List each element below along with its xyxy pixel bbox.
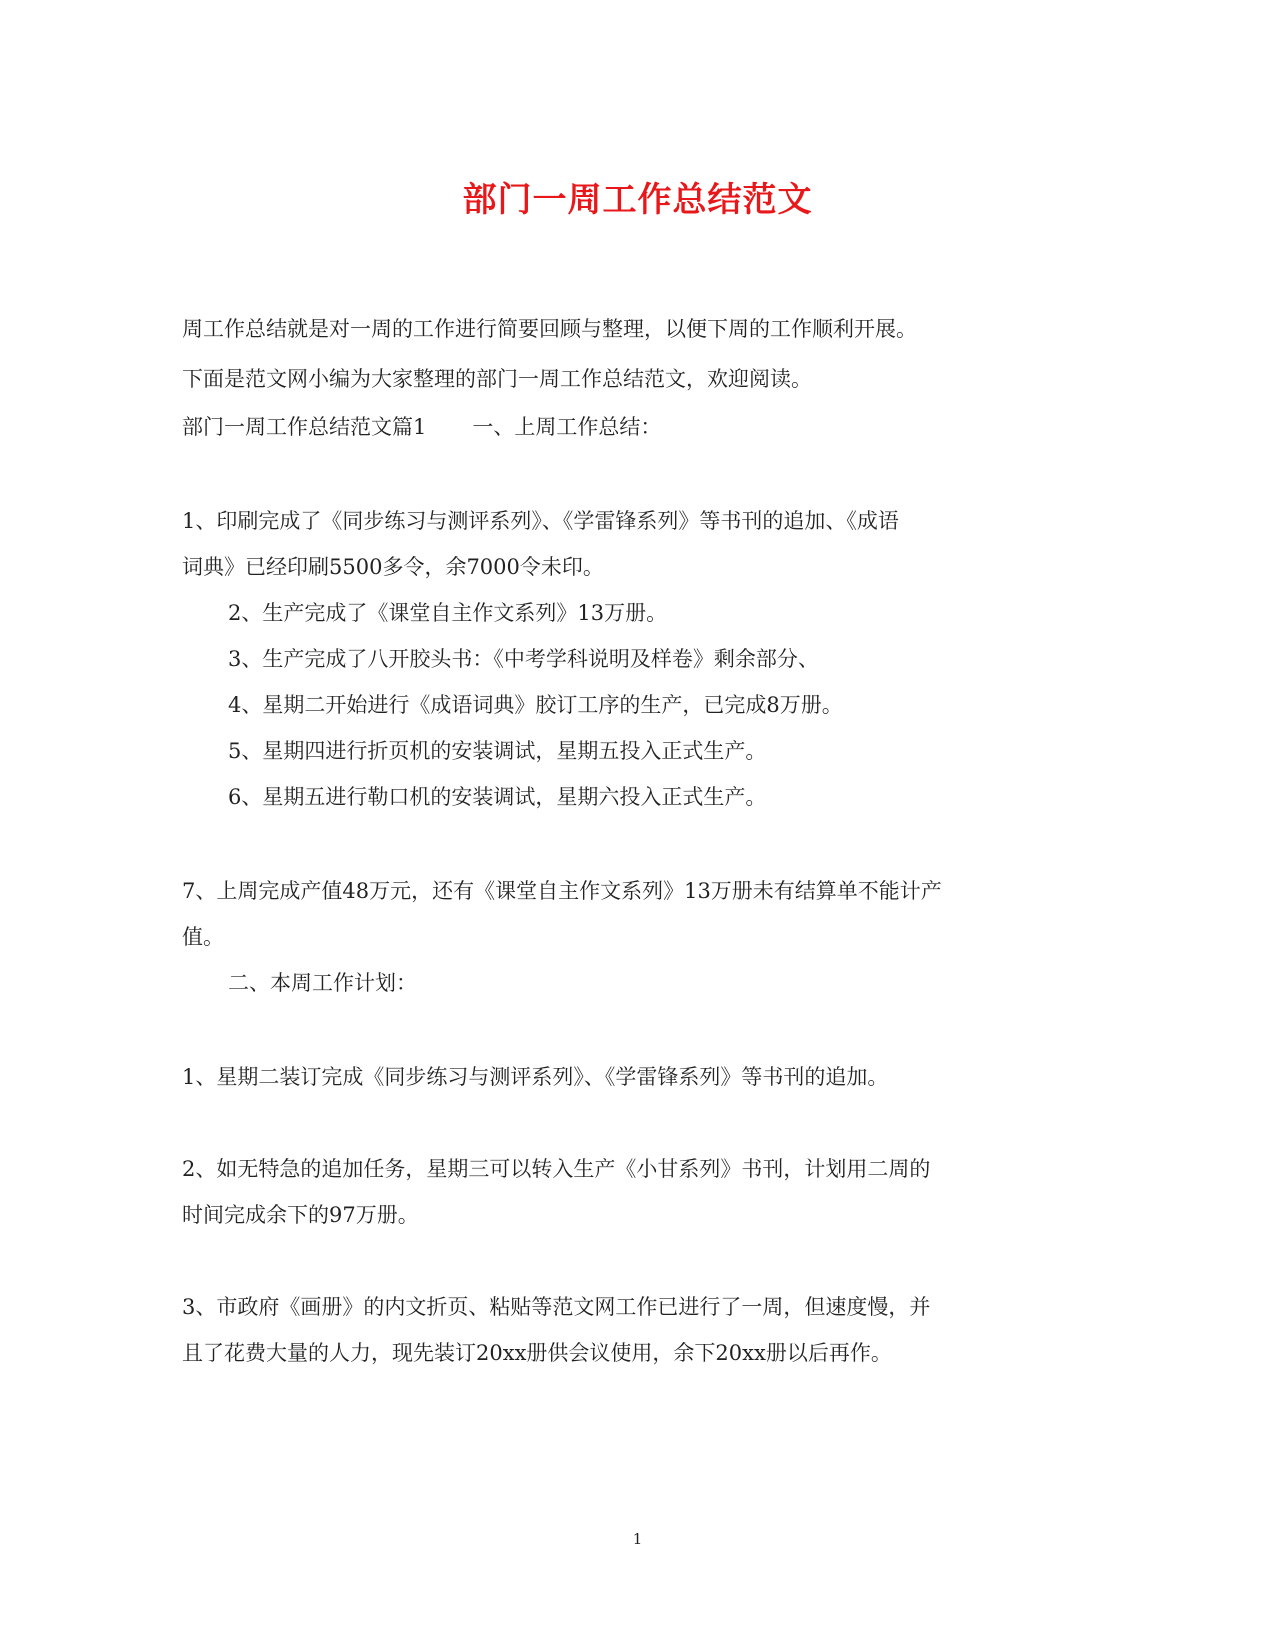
item-7-line-2: 值。 [182, 925, 224, 949]
item-1-line-2: 词典》已经印刷5500多令，余7000令未印。 [182, 555, 604, 579]
item-6: 6、星期五进行勒口机的安装调试，星期六投入正式生产。 [228, 785, 767, 809]
plan-2-line-1: 2、如无特急的追加任务，星期三可以转入生产《小甘系列》书刊，计划用二周的 [182, 1157, 931, 1181]
item-4: 4、星期二开始进行《成语词典》胶订工序的生产，已完成8万册。 [228, 693, 843, 717]
item-1-line-1: 1、印刷完成了《同步练习与测评系列》、《学雷锋系列》等书刊的追加、《成语 [182, 509, 899, 533]
section2-heading: 二、本周工作计划： [228, 971, 417, 995]
intro-line-1: 周工作总结就是对一周的工作进行简要回顾与整理，以便下周的工作顺利开展。 [182, 317, 917, 341]
item-5: 5、星期四进行折页机的安装调试，星期五投入正式生产。 [228, 739, 767, 763]
page-number: 1 [632, 1530, 643, 1548]
article-heading: 部门一周工作总结范文篇1 [182, 415, 427, 439]
item-2: 2、生产完成了《课堂自主作文系列》13万册。 [228, 601, 668, 625]
intro-line-2: 下面是范文网小编为大家整理的部门一周工作总结范文，欢迎阅读。 [182, 367, 812, 391]
document-title: 部门一周工作总结范文 [462, 180, 813, 220]
plan-3-line-1: 3、市政府《画册》的内文折页、粘贴等范文网工作已进行了一周，但速度慢，并 [182, 1295, 931, 1319]
article-heading-row [182, 412, 661, 442]
item-7-line-1: 7、上周完成产值48万元，还有《课堂自主作文系列》13万册未有结算单不能计产 [182, 879, 942, 903]
section1-heading: 一、上周工作总结： [472, 415, 662, 439]
plan-3-line-2: 且了花费大量的人力，现先装订20xx册供会议使用，余下20xx册以后再作。 [182, 1341, 892, 1365]
plan-2-line-2: 时间完成余下的97万册。 [182, 1203, 419, 1227]
plan-1: 1、星期二装订完成《同步练习与测评系列》、《学雷锋系列》等书刊的追加。 [182, 1065, 889, 1089]
item-3: 3、生产完成了八开胶头书：《中考学科说明及样卷》剩余部分、 [228, 647, 819, 671]
